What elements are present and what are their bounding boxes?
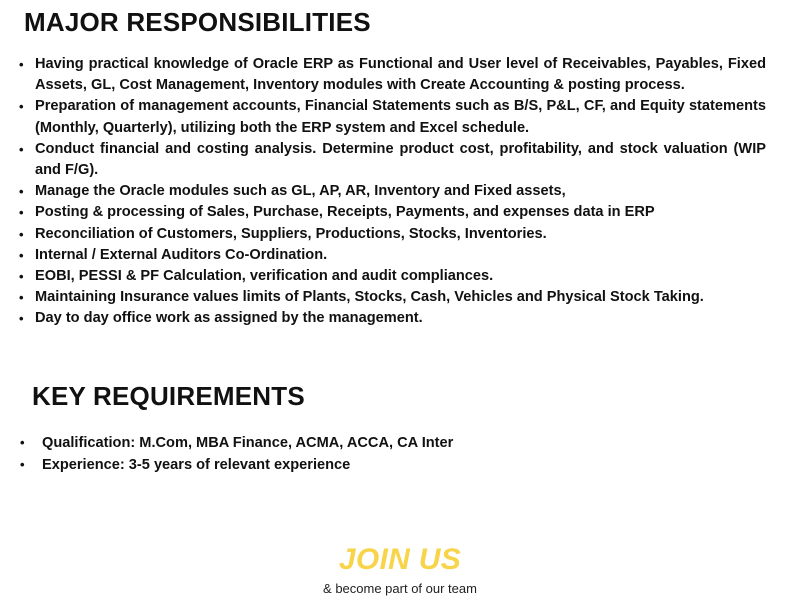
list-item [19, 224, 766, 245]
list-item [20, 432, 742, 454]
list-item [19, 96, 766, 138]
major-responsibilities-heading: MAJOR RESPONSIBILITIES [24, 7, 371, 37]
responsibilities-list [19, 54, 766, 330]
list-item-text: Preparation of management accounts, Financial Statements such as B/S, P&L, CF, and Equity statements (Monthly, Quarterly), utilizing both the ERP system and Excel schedule. [35, 98, 766, 136]
list-item-text: Maintaining Insurance values limits of Plants, Stocks, Cash, Vehicles and Physical Stock Taking. [35, 289, 704, 306]
bullet-icon: • [20, 435, 25, 450]
list-item-text: Posting & processing of Sales, Purchase, Receipts, Payments, and expenses data in ERP [35, 204, 655, 221]
bullet-icon: • [19, 141, 24, 157]
list-item-text: Reconciliation of Customers, Suppliers, Productions, Stocks, Inventories. [35, 225, 547, 242]
list-item-text: Day to day office work as assigned by the management. [35, 310, 423, 327]
bullet-icon: • [19, 205, 24, 221]
bullet-icon: • [19, 290, 24, 306]
join-us-subtitle: & become part of our team [323, 581, 477, 596]
list-item [19, 202, 766, 223]
bullet-icon: • [19, 269, 24, 285]
list-item [19, 139, 766, 181]
list-item-text: Qualification: M.Com, MBA Finance, ACMA, ACCA, CA Inter [42, 435, 454, 451]
list-item [19, 287, 766, 308]
join-us-title: JOIN US [338, 543, 462, 576]
list-item-text: Manage the Oracle modules such as GL, AP, AR, Inventory and Fixed assets, [35, 183, 566, 200]
bullet-icon: • [19, 311, 24, 327]
list-item [19, 266, 766, 287]
bullet-icon: • [19, 57, 24, 72]
bullet-icon: • [19, 184, 24, 200]
bullet-icon: • [19, 99, 24, 115]
list-item-text: Experience: 3-5 years of relevant experience [42, 457, 351, 473]
list-item [19, 245, 766, 266]
list-item-text: Internal / External Auditors Co-Ordination. [35, 246, 328, 263]
bullet-icon: • [19, 247, 24, 263]
key-requirements-heading: KEY REQUIREMENTS [32, 381, 305, 411]
list-item [19, 54, 766, 96]
list-item-text: Conduct financial and costing analysis. Determine product cost, profitability, and stock valuation (WIP and F/G). [35, 140, 766, 179]
list-item-text: EOBI, PESSI & PF Calculation, verification and audit compliances. [35, 268, 494, 285]
bullet-icon: • [20, 457, 25, 472]
list-item [20, 454, 742, 476]
list-item-text: Having practical knowledge of Oracle ERP as Functional and User level of Receivables, Payables, Fixed Assets, GL, Cost Management, Inventory modules with Create Accounting & posting process. [35, 56, 766, 94]
list-item [19, 181, 766, 202]
list-item [19, 308, 766, 329]
requirements-list [20, 432, 742, 476]
bullet-icon: • [19, 226, 24, 242]
